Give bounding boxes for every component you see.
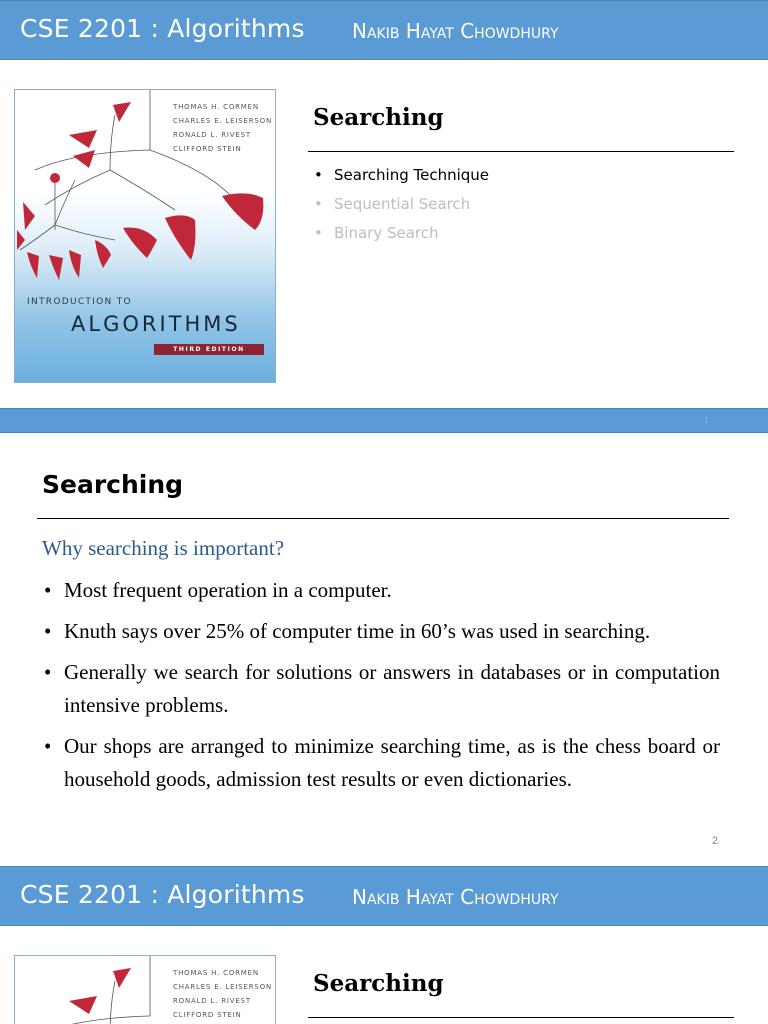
cover-title: ALGORITHMS (71, 312, 241, 336)
course-title: CSE 2201 : Algorithms (20, 14, 305, 43)
slide-title: Searching (313, 970, 444, 997)
slide-header (0, 866, 768, 926)
topic-item: • Searching Technique (314, 166, 490, 184)
page-number: 2 (712, 835, 719, 847)
slide-title: Searching (313, 104, 444, 131)
cover-author: CLIFFORD STEIN (173, 145, 242, 153)
bullet-item: • Our shops are arranged to minimize searching time, as is the chess board or household goods, admission test results or even dictionaries. (42, 730, 720, 796)
cover-author: CHARLES E. LEISERSON (173, 983, 272, 991)
cover-author: RONALD L. RIVEST (173, 997, 251, 1005)
book-cover (14, 955, 276, 1024)
title-divider (37, 518, 729, 519)
cover-author: THOMAS H. CORMEN (173, 969, 259, 977)
topic-item: • Sequential Search (314, 195, 471, 213)
topic-label: Searching Technique (334, 166, 490, 184)
cover-author: THOMAS H. CORMEN (173, 103, 259, 111)
course-title: CSE 2201 : Algorithms (20, 880, 305, 909)
cover-author: CLIFFORD STEIN (173, 1011, 242, 1019)
bullet-item: • Generally we search for solutions or answers in databases or in computation intensive problems. (42, 656, 720, 722)
cover-intro: INTRODUCTION TO (27, 297, 132, 307)
topic-label: Sequential Search (334, 195, 471, 213)
slide-subtitle: Why searching is important? (42, 536, 285, 560)
bullet-item: • Most frequent operation in a computer. (42, 574, 720, 607)
author-name: Nakib Hayat Chowdhury (352, 885, 559, 909)
slide-3 (0, 866, 768, 1024)
title-divider (308, 1017, 734, 1018)
cover-author: CHARLES E. LEISERSON (173, 117, 272, 125)
bullet-item: • Knuth says over 25% of computer time in 60’s was used in searching. (42, 615, 720, 648)
cover-authors (173, 966, 272, 1022)
topic-label: Binary Search (334, 224, 439, 242)
topic-item: • Binary Search (314, 224, 439, 242)
author-name: Nakib Hayat Chowdhury (352, 19, 559, 43)
bullet-list (42, 574, 720, 804)
slide-title: Searching (42, 470, 184, 499)
page-number: 1 (704, 415, 710, 425)
cover-edition: THIRD EDITION (154, 344, 264, 355)
cover-author: RONALD L. RIVEST (173, 131, 251, 139)
